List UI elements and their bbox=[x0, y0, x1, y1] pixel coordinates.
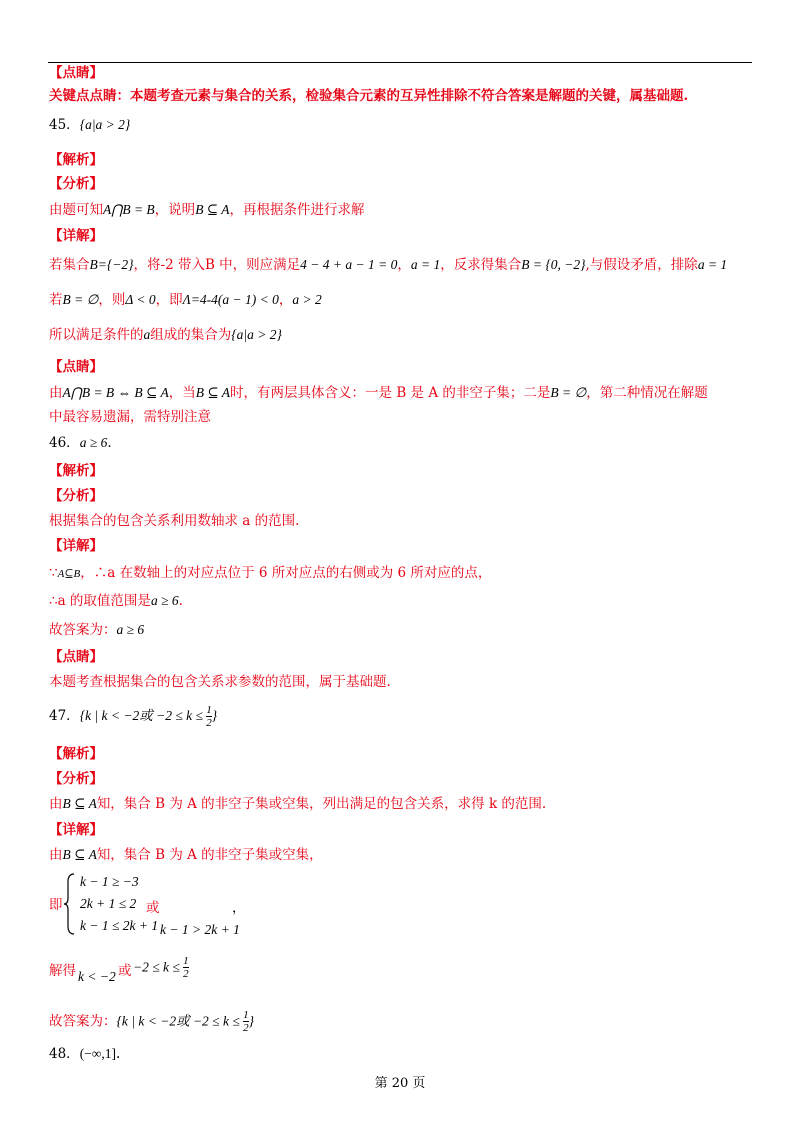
page-number: 第 20 页 bbox=[374, 1076, 426, 1091]
math: B = ∅ bbox=[62, 292, 99, 307]
text: ，反求得集合 bbox=[440, 257, 522, 273]
section-heading: 【点睛】 bbox=[49, 359, 103, 375]
math: a ≥ 6 bbox=[116, 622, 145, 637]
paragraph bbox=[49, 326, 282, 344]
math: B = ∅ bbox=[550, 385, 587, 400]
paragraph bbox=[49, 795, 546, 813]
answer-line-48 bbox=[49, 1045, 120, 1063]
paragraph: 根据集合的包含关系利用数轴求 a 的范围. bbox=[49, 513, 300, 529]
text: ， bbox=[397, 257, 411, 273]
math: a ≥ 6 bbox=[150, 593, 179, 608]
numerator: 1 bbox=[243, 1009, 249, 1021]
paragraph: 关键点点睛：本题考查元素与集合的关系，检验集合元素的互异性排除不符合答案是解题的关键，属基础题. bbox=[49, 88, 689, 104]
paragraph: 即 bbox=[49, 897, 63, 913]
inequality: k − 1 ≤ 2k + 1 bbox=[80, 918, 159, 933]
text: 故答案为： bbox=[49, 1013, 117, 1030]
math: a ≥ 6 bbox=[79, 435, 108, 450]
text: 或 bbox=[146, 900, 160, 916]
text: ， bbox=[232, 900, 246, 916]
math: k < −2 bbox=[78, 969, 116, 984]
text: . bbox=[178, 593, 183, 609]
math: } bbox=[248, 1013, 255, 1029]
text: ，即 bbox=[155, 292, 183, 308]
text: ∵ bbox=[49, 565, 58, 581]
math: A⊆B bbox=[57, 568, 81, 580]
text: ，说明 bbox=[154, 202, 196, 218]
numerator: 1 bbox=[183, 955, 189, 967]
text: 由题可知 bbox=[49, 202, 103, 218]
text: ，当 bbox=[168, 385, 196, 401]
section-heading: 【解析】 bbox=[49, 152, 103, 168]
math: 4 − 4 + a − 1 = 0 bbox=[300, 257, 398, 272]
section-heading: 【详解】 bbox=[49, 538, 103, 554]
inequality bbox=[133, 955, 189, 989]
denominator: 2 bbox=[206, 717, 212, 729]
text: 时，有两层具体含义：一是 B 是 A 的非空子集；二是 bbox=[230, 385, 551, 401]
text: ，∴a 在数轴上的对应点位于 6 所对应点的右侧或为 6 所对应的点， bbox=[80, 565, 492, 581]
math: Δ < 0 bbox=[125, 292, 156, 307]
paragraph: 本题考查根据集合的包含关系求参数的范围，属于基础题. bbox=[49, 674, 391, 690]
answer-line-47 bbox=[49, 704, 217, 738]
text: ，则 bbox=[98, 292, 126, 308]
math: a bbox=[143, 327, 151, 342]
math: } bbox=[211, 708, 218, 723]
header-rule bbox=[48, 62, 752, 63]
math: a = 1 bbox=[697, 257, 728, 272]
math: B = {0, −2} bbox=[521, 257, 586, 272]
paragraph bbox=[49, 291, 322, 309]
math: a = 1 bbox=[410, 257, 441, 272]
math: k − 1 > 2k + 1 bbox=[160, 922, 240, 937]
paragraph: 解得 bbox=[49, 963, 76, 979]
math: {k | k < −2或 −2 ≤ k ≤ bbox=[116, 1013, 244, 1029]
denominator: 2 bbox=[243, 1022, 249, 1034]
paragraph: 中最容易遗漏，需特别注意 bbox=[49, 409, 211, 425]
text: ，将-2 带入B 中，则应满足 bbox=[133, 257, 301, 273]
text: ，第二种情况在解题 bbox=[586, 385, 708, 401]
inequality bbox=[78, 968, 116, 986]
text: ， bbox=[278, 292, 293, 308]
left-brace-icon bbox=[62, 872, 78, 936]
question-number: 46． bbox=[49, 435, 80, 451]
paragraph bbox=[49, 1009, 254, 1043]
math: (−∞,1] bbox=[79, 1046, 117, 1061]
math: {a|a > 2} bbox=[231, 327, 282, 342]
numerator: 1 bbox=[206, 704, 212, 716]
text: 由 bbox=[49, 847, 63, 863]
section-heading: 【详解】 bbox=[49, 228, 103, 244]
text: . bbox=[107, 435, 112, 451]
section-heading: 【分析】 bbox=[49, 771, 103, 787]
text: 由 bbox=[49, 796, 63, 812]
text: 若集合 bbox=[49, 257, 90, 273]
inequality bbox=[160, 921, 240, 939]
math: −2 ≤ k ≤ bbox=[133, 959, 184, 975]
text: ，再根据条件进行求解 bbox=[229, 202, 365, 218]
section-heading: 【点睛】 bbox=[49, 649, 103, 665]
text: 知，集合 B 为 A 的非空子集或空集， bbox=[96, 847, 323, 863]
math: B ⊆ A bbox=[62, 796, 97, 811]
text: 所以满足条件的 bbox=[49, 327, 144, 343]
math: {k | k < −2或 −2 ≤ k ≤ bbox=[79, 708, 207, 723]
paragraph bbox=[49, 256, 727, 274]
inequality: 2k + 1 ≤ 2 bbox=[80, 896, 137, 911]
math: A⋂B = B bbox=[103, 202, 155, 217]
math: B ⊆ A bbox=[195, 385, 231, 400]
math: B ⊆ A bbox=[195, 202, 230, 217]
text: 组成的集合为 bbox=[150, 327, 232, 343]
paragraph bbox=[49, 564, 491, 583]
denominator: 2 bbox=[183, 968, 189, 980]
paragraph bbox=[49, 592, 183, 610]
text: 若 bbox=[49, 292, 63, 308]
paragraph bbox=[49, 384, 708, 402]
text: 故答案为： bbox=[49, 622, 117, 638]
section-heading: 【解析】 bbox=[49, 463, 103, 479]
math: A⋂B = B ⇔ B ⊆ A bbox=[62, 385, 169, 400]
math: {a|a > 2} bbox=[79, 117, 131, 132]
math: B ⊆ A bbox=[62, 847, 97, 862]
paragraph bbox=[49, 621, 144, 639]
section-heading: 【分析】 bbox=[49, 488, 103, 504]
inequality: k − 1 ≥ −3 bbox=[80, 874, 139, 889]
text: 由 bbox=[49, 385, 63, 401]
text: . bbox=[116, 1046, 121, 1062]
question-number: 47． bbox=[49, 708, 80, 724]
text: ∴a 的取值范围是 bbox=[49, 593, 151, 609]
question-number: 45． bbox=[49, 117, 80, 133]
section-heading: 【详解】 bbox=[49, 822, 103, 838]
paragraph bbox=[49, 201, 365, 219]
section-heading: 【点睛】 bbox=[49, 65, 103, 81]
paragraph bbox=[49, 846, 323, 864]
section-heading: 【解析】 bbox=[49, 746, 103, 762]
fraction bbox=[183, 955, 189, 980]
text: 知，集合 B 为 A 的非空子集或空集，列出满足的包含关系，求得 k 的范围. bbox=[96, 796, 547, 812]
section-heading: 【分析】 bbox=[49, 176, 103, 192]
text: ,与假设矛盾，排除 bbox=[585, 257, 698, 273]
text: 或 bbox=[118, 963, 132, 979]
math: a > 2 bbox=[292, 292, 322, 307]
question-number: 48． bbox=[49, 1046, 80, 1062]
math: B={−2} bbox=[89, 257, 134, 272]
math: Λ=4-4(a − 1) < 0 bbox=[182, 292, 279, 307]
answer-line-46 bbox=[49, 434, 112, 452]
answer-line-45 bbox=[49, 116, 130, 134]
